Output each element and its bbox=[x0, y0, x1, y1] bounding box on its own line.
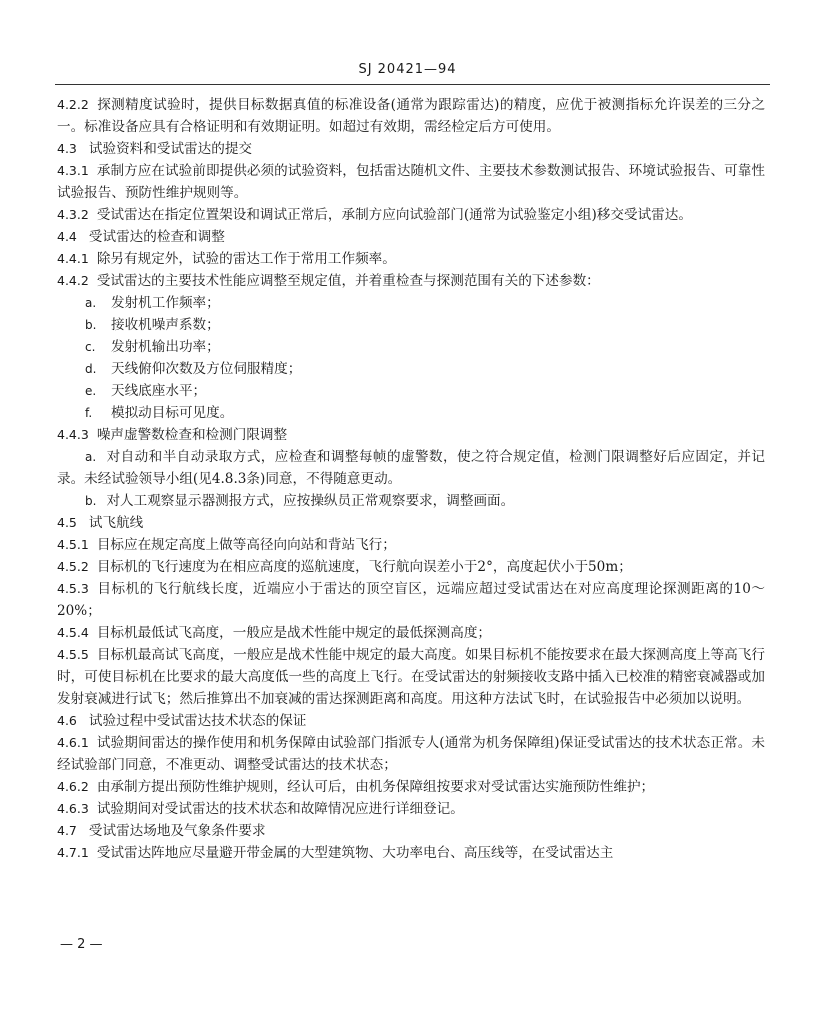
list-item bbox=[57, 380, 765, 402]
clause-number: 4.3.1 bbox=[57, 163, 89, 178]
clause-text: 由承制方提出预防性维护规则，经认可后，由机务保障组按要求对受试雷达实施预防性维护； bbox=[96, 779, 655, 795]
list-letter: d. bbox=[85, 362, 97, 376]
clause-4-6-1 bbox=[57, 732, 765, 776]
clause-text: 除另有规定外，试验的雷达工作于常用工作频率。 bbox=[96, 251, 396, 267]
clause-text: 受试雷达的主要技术性能应调整至规定值，并着重检查与探测范围有关的下述参数： bbox=[96, 273, 600, 289]
clause-4-5-3 bbox=[57, 578, 765, 622]
standard-number-header: SJ 20421—94 bbox=[358, 62, 457, 77]
clause-text: 承制方应在试验前即提供必须的试验资料，包括雷达随机文件、主要技术参数测试报告、环境试验报告、可靠性试验报告、预防性维护规则等。 bbox=[57, 163, 765, 201]
clause-number: 4.6.1 bbox=[57, 735, 89, 750]
list-text: 发射机输出功率； bbox=[111, 339, 220, 355]
clause-number: 4.5.4 bbox=[57, 625, 89, 640]
clause-4-3-1 bbox=[57, 160, 765, 204]
clause-number: 4.5.1 bbox=[57, 537, 89, 552]
list-text: 天线底座水平； bbox=[111, 383, 207, 399]
clause-number: 4.5.2 bbox=[57, 559, 89, 574]
list-item bbox=[57, 446, 765, 490]
list-text: 天线俯仰次数及方位伺服精度； bbox=[111, 361, 302, 377]
clause-text: 试验期间对受试雷达的技术状态和故障情况应进行详细登记。 bbox=[96, 801, 464, 817]
clause-4-7-1 bbox=[57, 842, 765, 864]
list-letter: c. bbox=[85, 340, 96, 354]
page-number: — 2 — bbox=[60, 937, 103, 952]
clause-text: 目标机的飞行速度为在相应高度的巡航速度，飞行航向误差小于2°，高度起伏小于50m； bbox=[96, 559, 632, 575]
list-item bbox=[57, 490, 765, 512]
clause-4-5-4 bbox=[57, 622, 765, 644]
clause-4-4-2 bbox=[57, 270, 765, 292]
list-letter: a. bbox=[85, 450, 97, 464]
clause-4-4-3 bbox=[57, 424, 765, 446]
clause-number: 4.2.2 bbox=[57, 97, 89, 112]
document-body bbox=[57, 94, 765, 864]
clause-4-2-2 bbox=[57, 94, 765, 138]
clause-4-5-2 bbox=[57, 556, 765, 578]
list-letter: e. bbox=[85, 384, 97, 398]
list-letter: b. bbox=[85, 318, 97, 332]
clause-number: 4.6 bbox=[57, 713, 77, 728]
clause-number: 4.3 bbox=[57, 141, 77, 156]
clause-text: 受试雷达在指定位置架设和调试正常后，承制方应向试验部门(通常为试验鉴定小组)移交受试雷达。 bbox=[96, 207, 692, 223]
list-text: 发射机工作频率； bbox=[111, 295, 220, 311]
clause-number: 4.7 bbox=[57, 823, 77, 838]
clause-4-6-3 bbox=[57, 798, 765, 820]
clause-text: 受试雷达场地及气象条件要求 bbox=[88, 823, 266, 839]
section-heading-4-3 bbox=[57, 138, 765, 160]
list-letter: b. bbox=[85, 494, 97, 508]
clause-number: 4.5.5 bbox=[57, 647, 89, 662]
clause-number: 4.4.3 bbox=[57, 427, 89, 442]
section-heading-4-5 bbox=[57, 512, 765, 534]
clause-text: 目标机的飞行航线长度，近端应小于雷达的顶空盲区，远端应超过受试雷达在对应高度理论探测距离的10～20%； bbox=[57, 581, 765, 619]
clause-number: 4.4 bbox=[57, 229, 77, 244]
clause-text: 目标应在规定高度上做等高径向向站和背站飞行； bbox=[96, 537, 396, 553]
clause-4-5-1 bbox=[57, 534, 765, 556]
clause-number: 4.4.2 bbox=[57, 273, 89, 288]
clause-number: 4.4.1 bbox=[57, 251, 89, 266]
clause-4-5-5 bbox=[57, 644, 765, 710]
list-item bbox=[57, 402, 765, 424]
clause-number: 4.6.2 bbox=[57, 779, 89, 794]
list-letter: a. bbox=[85, 296, 97, 310]
clause-number: 4.7.1 bbox=[57, 845, 89, 860]
clause-text: 噪声虚警数检查和检测门限调整 bbox=[96, 427, 288, 443]
clause-4-4-1 bbox=[57, 248, 765, 270]
list-text: 对自动和半自动录取方式，应检查和调整每帧的虚警数，使之符合规定值，检测门限调整好后应固定，并记录。未经试验领导小组(见4.8.3条)同意，不得随意更动。 bbox=[57, 449, 765, 487]
list-text: 模拟动目标可见度。 bbox=[111, 405, 234, 421]
clause-text: 探测精度试验时，提供目标数据真值的标准设备(通常为跟踪雷达)的精度，应优于被测指标允许误差的三分之一。标准设备应具有合格证明和有效期证明。如超过有效期，需经检定后方可使用。 bbox=[57, 97, 765, 135]
clause-text: 受试雷达的检查和调整 bbox=[88, 229, 225, 245]
clause-text: 受试雷达阵地应尽量避开带金属的大型建筑物、大功率电台、高压线等，在受试雷达主 bbox=[96, 845, 614, 861]
clause-text: 试验过程中受试雷达技术状态的保证 bbox=[88, 713, 307, 729]
list-item bbox=[57, 358, 765, 380]
clause-number: 4.3.2 bbox=[57, 207, 89, 222]
list-item bbox=[57, 336, 765, 358]
list-item bbox=[57, 292, 765, 314]
section-heading-4-7 bbox=[57, 820, 765, 842]
list-text: 接收机噪声系数； bbox=[111, 317, 220, 333]
clause-text: 试验期间雷达的操作使用和机务保障由试验部门指派专人(通常为机务保障组)保证受试雷达的技术状态正常。未经试验部门同意，不准更动、调整受试雷达的技术状态； bbox=[57, 735, 765, 773]
list-letter: f. bbox=[85, 406, 93, 420]
header-rule bbox=[55, 84, 770, 85]
clause-number: 4.5.3 bbox=[57, 581, 89, 596]
section-heading-4-6 bbox=[57, 710, 765, 732]
clause-text: 目标机最高试飞高度，一般应是战术性能中规定的最大高度。如果目标机不能按要求在最大探测高度上等高飞行时，可使目标机在比要求的最大高度低一些的高度上飞行。在受试雷达的射频接收支路中插入已校准的精密衰减器或加发射衰减进行试飞；然后推算出不加衰减的雷达探测距离和高度。用这种方法试飞时，在试验报告中必须加以说明。 bbox=[57, 647, 765, 707]
clause-number: 4.6.3 bbox=[57, 801, 89, 816]
clause-number: 4.5 bbox=[57, 515, 77, 530]
clause-text: 试验资料和受试雷达的提交 bbox=[88, 141, 253, 157]
clause-4-3-2 bbox=[57, 204, 765, 226]
clause-text: 目标机最低试飞高度，一般应是战术性能中规定的最低探测高度； bbox=[96, 625, 492, 641]
list-item bbox=[57, 314, 765, 336]
clause-text: 试飞航线 bbox=[88, 515, 144, 531]
clause-4-6-2 bbox=[57, 776, 765, 798]
section-heading-4-4 bbox=[57, 226, 765, 248]
list-text: 对人工观察显示器测报方式，应按操纵员正常观察要求，调整画面。 bbox=[106, 493, 515, 509]
